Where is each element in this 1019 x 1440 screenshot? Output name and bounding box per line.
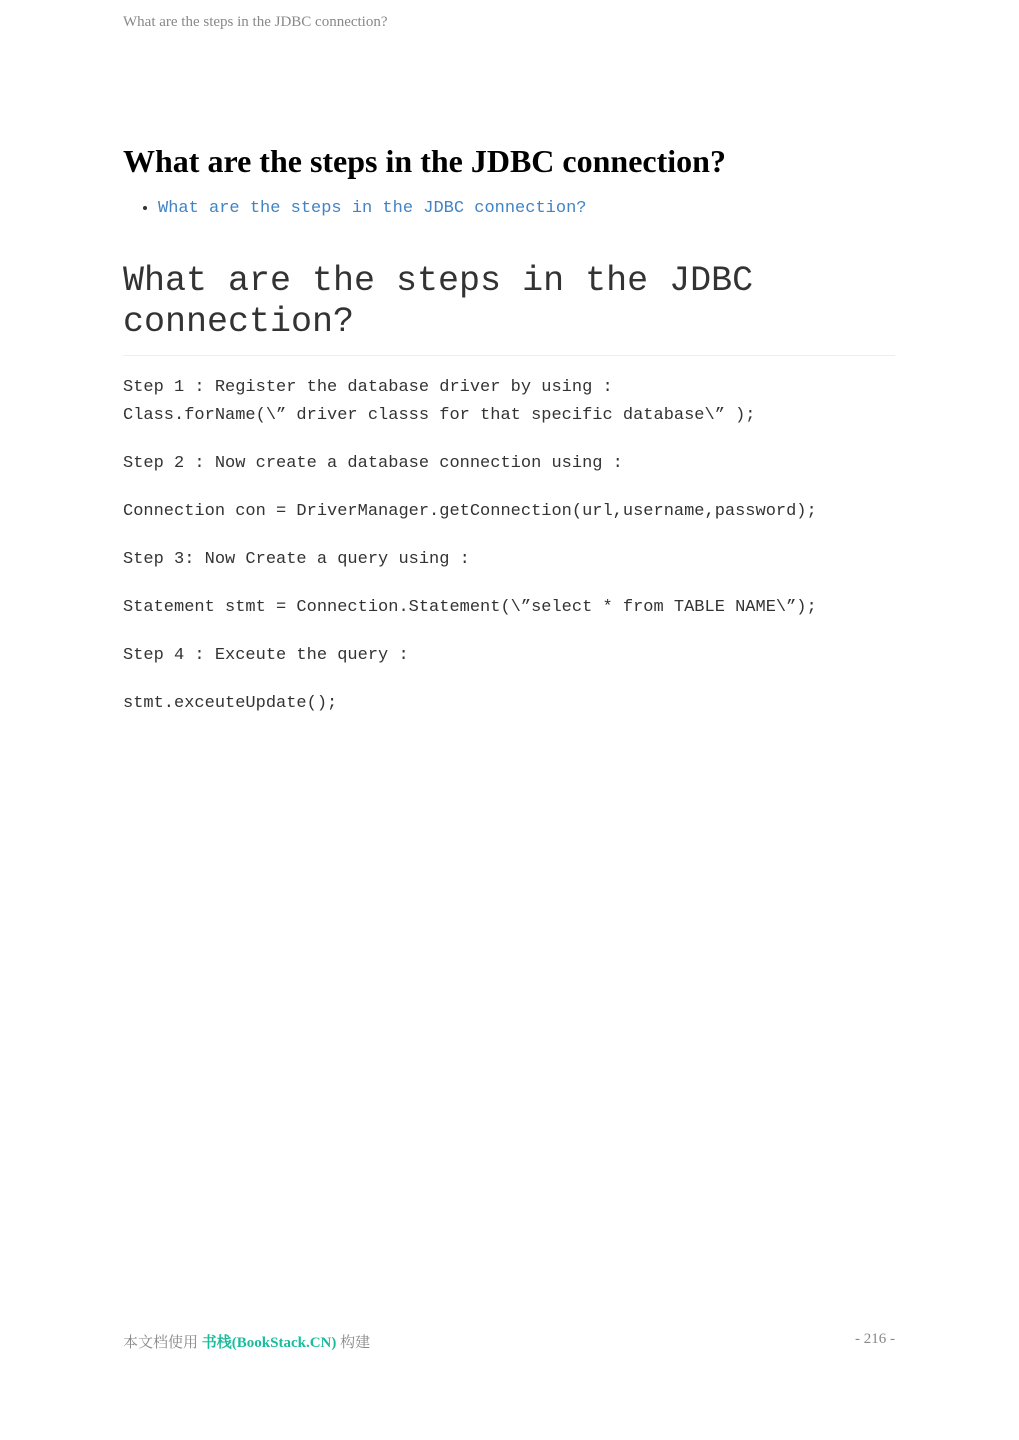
table-of-contents <box>123 199 895 219</box>
running-header: What are the steps in the JDBC connection? <box>123 14 388 30</box>
document-title: What are the steps in the JDBC connection? <box>123 143 726 179</box>
footer-suffix: 构建 <box>340 1335 371 1351</box>
step-2-code-paragraph: Connection con = DriverManager.getConnection(url,username,password); <box>123 502 817 521</box>
page-number: - 216 - <box>855 1331 895 1347</box>
document-content <box>123 139 895 718</box>
toc-link[interactable]: What are the steps in the JDBC connection? <box>158 199 587 218</box>
footer-credit <box>123 1331 370 1352</box>
footer-prefix: 本文档使用 <box>123 1335 199 1351</box>
step-1-code-line: Class.forName(\” driver classs for that specific database\” ); <box>123 406 756 425</box>
footer-brand-link[interactable]: 书栈(BookStack.CN) <box>201 1335 337 1351</box>
step-4-paragraph: Step 4 : Exceute the query : <box>123 646 409 665</box>
toc-item <box>158 199 895 219</box>
step-1-paragraph <box>123 374 895 430</box>
step-2-paragraph: Step 2 : Now create a database connection using : <box>123 454 623 473</box>
step-4-code-paragraph: stmt.exceuteUpdate(); <box>123 694 338 713</box>
step-1-line: Step 1 : Register the database driver by using : <box>123 378 613 397</box>
step-3-paragraph: Step 3: Now Create a query using : <box>123 550 470 569</box>
step-3-code-paragraph: Statement stmt = Connection.Statement(\”select * from TABLE NAME\”); <box>123 598 817 617</box>
section-heading: What are the steps in the JDBC connection? <box>123 261 895 356</box>
